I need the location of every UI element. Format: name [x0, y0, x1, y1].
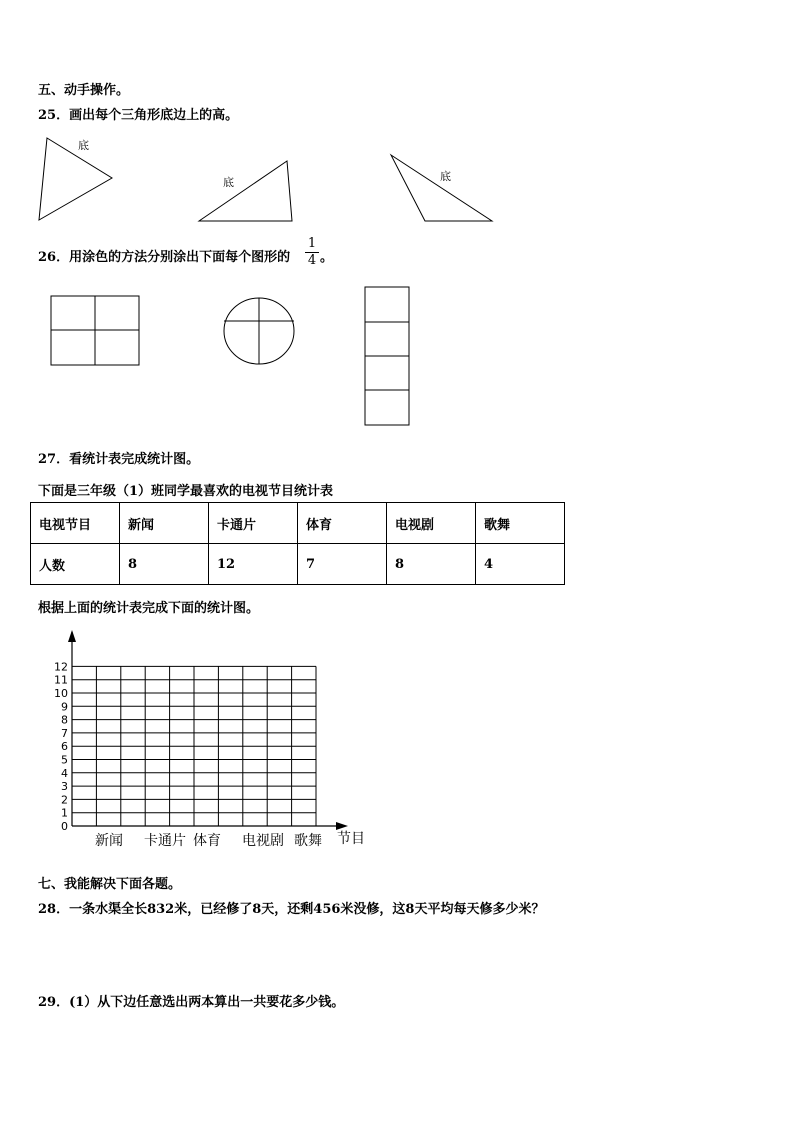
data-cell: 人数: [31, 544, 120, 585]
fraction-numerator: 1: [305, 236, 319, 253]
header-cell: 电视剧: [387, 503, 476, 544]
question-25: 25．画出每个三角形底边上的高。: [38, 108, 239, 123]
base-label-2: 底: [223, 176, 234, 189]
question-28: 28．一条水渠全长832米，已经修了8天，还剩456米没修，这8天平均每天修多少米？: [38, 902, 545, 917]
question-26: 26．用涂色的方法分别涂出下面每个图形的: [38, 250, 291, 265]
y-tick-label: 1: [61, 806, 68, 820]
base-label-1: 底: [78, 139, 89, 152]
table-title: 下面是三年级（1）班同学最喜欢的电视节目统计表: [38, 484, 334, 499]
data-cell: 12: [209, 544, 298, 585]
y-tick-label: 6: [61, 740, 68, 754]
y-tick-label: 5: [61, 753, 68, 767]
data-cell: 8: [120, 544, 209, 585]
x-axis-arrow: [336, 822, 348, 830]
section-5-title: 五、动手操作。: [38, 83, 130, 98]
header-cell: 歌舞: [476, 503, 565, 544]
header-cell: 体育: [298, 503, 387, 544]
y-tick-label: 10: [54, 687, 68, 700]
base-label-3: 底: [440, 170, 451, 183]
y-tick-label: 7: [61, 726, 68, 740]
y-tick-label: 8: [61, 713, 68, 727]
x-category-label: 体育: [193, 833, 221, 849]
x-axis-title: 节目: [337, 831, 365, 847]
header-cell: 新闻: [120, 503, 209, 544]
data-cell: 7: [298, 544, 387, 585]
x-category-label: 歌舞: [294, 833, 322, 849]
y-tick-label: 12: [54, 660, 68, 674]
y-tick-label: 3: [61, 780, 68, 794]
question-29: 29．(1）从下边任意选出两本算出一共要花多少钱。: [38, 995, 345, 1010]
y-tick-label: 2: [61, 793, 68, 807]
y-tick-label: 9: [61, 700, 68, 714]
x-category-label: 电视剧: [242, 833, 284, 849]
x-category-label: 卡通片: [144, 833, 186, 849]
chart-instruction: 根据上面的统计表完成下面的统计图。: [38, 601, 260, 616]
question-26-end: 。: [320, 250, 334, 265]
y-tick-label: 11: [54, 673, 68, 687]
section-7-title: 七、我能解决下面各题。: [38, 877, 182, 892]
data-cell: 4: [476, 544, 565, 585]
header-cell: 卡通片: [209, 503, 298, 544]
y-tick-label: 0: [61, 820, 68, 833]
header-cell: 电视节目: [31, 503, 120, 544]
question-27: 27．看统计表完成统计图。: [38, 452, 200, 467]
x-category-label: 新闻: [95, 833, 123, 849]
y-tick-label: 4: [61, 766, 68, 780]
y-axis-arrow: [68, 630, 76, 642]
data-cell: 8: [387, 544, 476, 585]
fraction-denominator: 4: [307, 253, 317, 268]
